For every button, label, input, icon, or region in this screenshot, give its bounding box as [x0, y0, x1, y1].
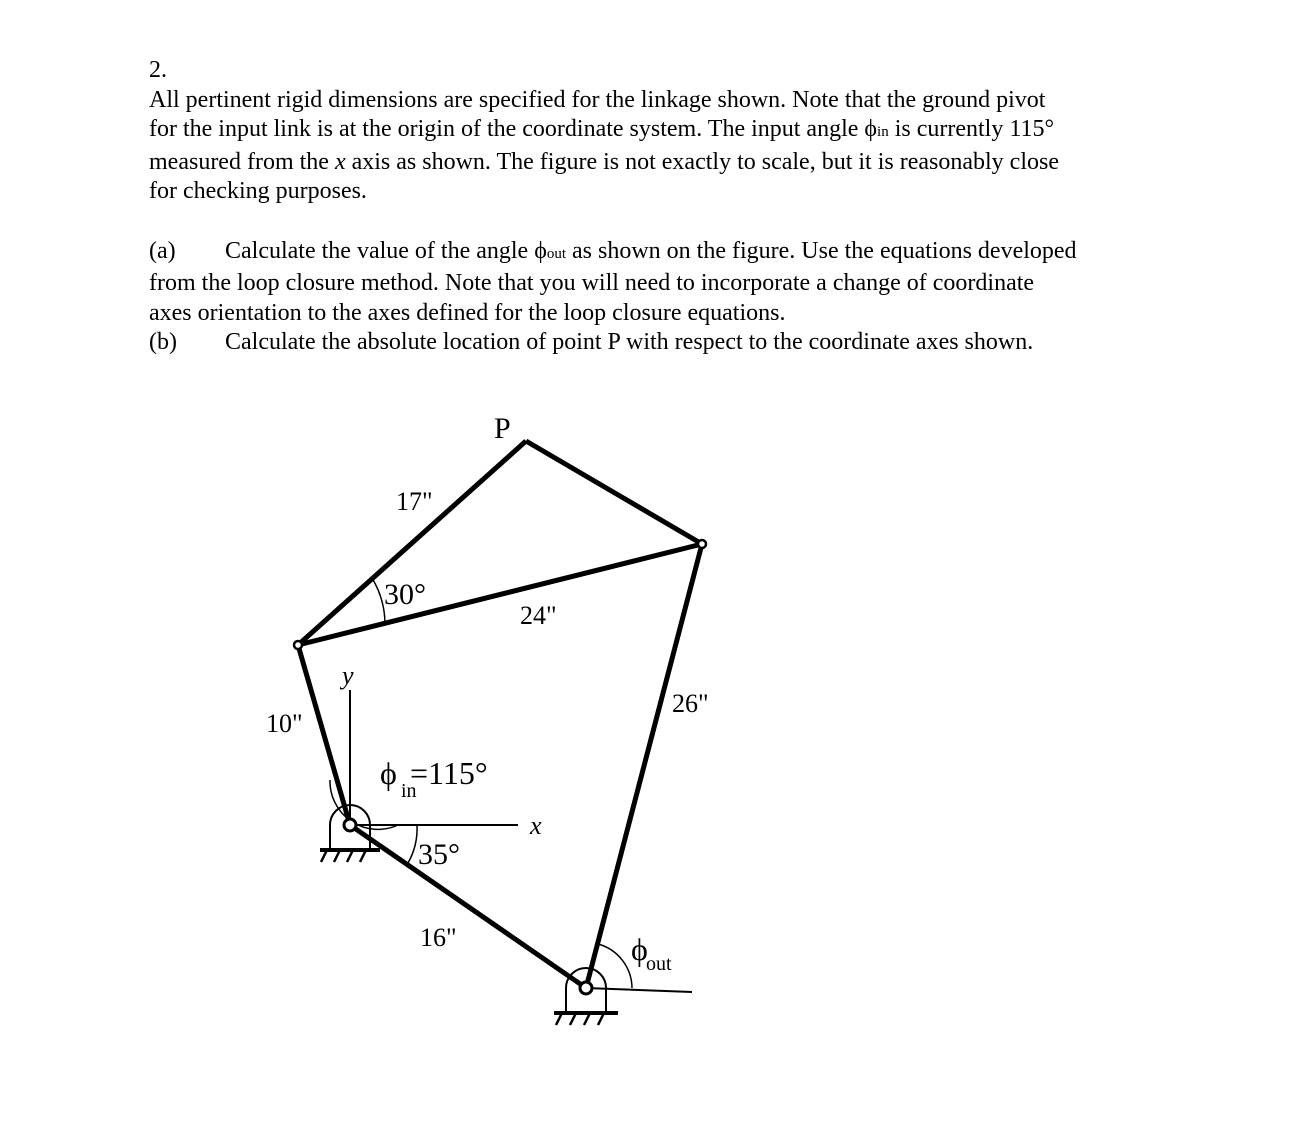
ground-pivot-output [554, 968, 618, 1025]
x-axis-italic: x [334, 148, 346, 175]
angle-out-arc [598, 944, 632, 988]
link-16in [350, 825, 586, 988]
intro-line-4: for checking purposes. [149, 178, 367, 204]
label-x-axis: x [530, 811, 542, 840]
intro-line-3: measured from the x axis as shown. The figure is not exactly to scale, but it is reasonably close [149, 148, 1059, 175]
label-17in: 17" [396, 487, 433, 516]
label-phi-in-value: =115° [410, 755, 488, 791]
phi-symbol: ϕ [864, 116, 878, 142]
label-16in: 16" [420, 923, 457, 952]
label-35deg: 35° [418, 838, 460, 871]
joint-left [294, 641, 302, 649]
part-b-line: (b) Calculate the absolute location of point P with respect to the coordinate axes shown. [149, 328, 1249, 358]
label-phi-in: ϕ [380, 755, 397, 791]
out-reference-line [586, 988, 692, 992]
label-phi-in-sub: in [401, 780, 417, 802]
intro-line-2: for the input link is at the origin of the coordinate system. The input angle ϕin is currently 115° [149, 116, 1055, 142]
label-26in: 26" [672, 689, 709, 718]
part-a-line-3: axes orientation to the axes defined for the loop closure equations. [149, 299, 786, 326]
problem-number: 2. [149, 57, 167, 83]
part-a-line-2: from the loop closure method. Note that you will need to incorporate a change of coordinate [149, 270, 1035, 296]
part-a-label: (a) [149, 237, 176, 264]
label-24in: 24" [520, 601, 557, 630]
part-a-line-1: (a) Calculate the value of the angle ϕout as shown on the figure. Use the equations developed [149, 237, 1249, 270]
label-30deg: 30° [384, 578, 426, 611]
part-b-label: (b) [149, 329, 177, 355]
label-10in: 10" [266, 709, 303, 738]
angle-35-arc [408, 825, 417, 863]
link-24in [298, 544, 702, 645]
label-point-p: P [494, 412, 511, 445]
label-phi-out: ϕ [631, 931, 648, 967]
link-p-to-coupler [526, 441, 702, 544]
label-phi-out-sub: out [646, 953, 672, 975]
joint-right [698, 540, 706, 548]
phi-symbol-out: ϕ [534, 237, 547, 264]
link-26in [586, 544, 702, 988]
in-subscript: in [877, 124, 889, 140]
out-subscript: out [546, 245, 567, 262]
intro-line-1: All pertinent rigid dimensions are specified for the linkage shown. Note that the ground pivot [149, 86, 1046, 113]
label-y-axis: y [342, 661, 354, 690]
